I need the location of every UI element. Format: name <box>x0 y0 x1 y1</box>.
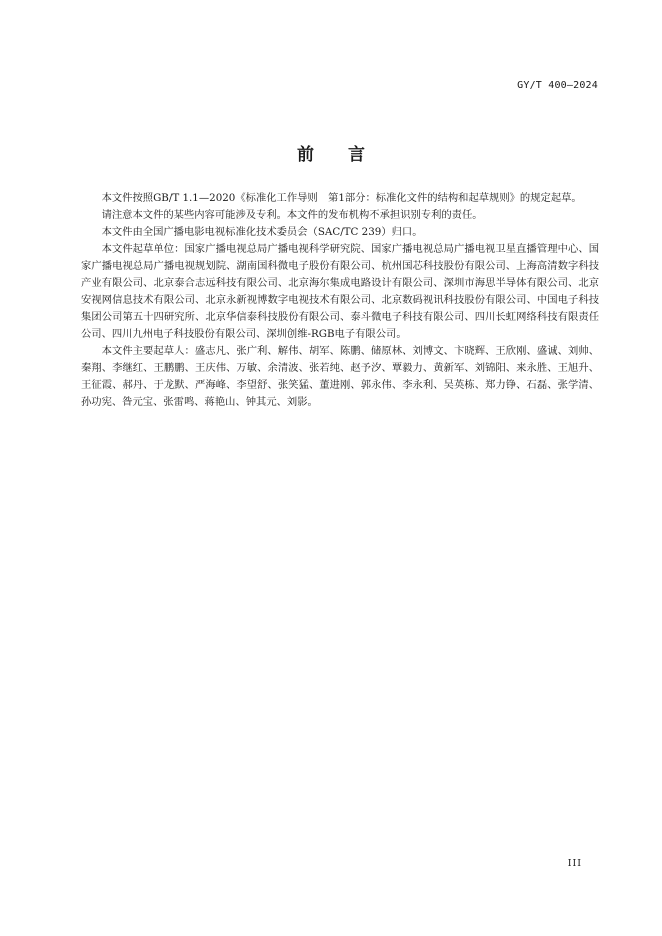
standard-code: GY/T 400—2024 <box>517 80 598 91</box>
page-number: III <box>567 858 582 869</box>
foreword-body <box>81 190 599 411</box>
paragraph-patent-notice: 请注意本文件的某些内容可能涉及专利。本文件的发布机构不承担识别专利的责任。 <box>101 209 483 221</box>
paragraph-drafting-units: 本文件起草单位：国家广播电视总局广播电视科学研究院、国家广播电视总局广播电视卫星直播管理中心、国家广播电视总局广播电视规划院、湖南国科微电子股份有限公司、杭州国芯科技股份有限公司、上海高清数字科技产业有限公司、北京泰合志远科技有限公司、北京海尔集成电路设计有限公司、深圳市海思半导体有限公司、北京安视网信息技术有限公司、北京永新视博数字电视技术有限公司、北京数码视讯科技股份有限公司、中国电子科技集团公司第五十四研究所、北京华信泰科技股份有限公司、泰斗微电子科技有限公司、四川长虹网络科技有限责任公司、四川九州电子科技股份有限公司、深圳创维-RGB电子有限公司。 <box>81 243 599 340</box>
page-title: 前 言 <box>297 145 365 165</box>
paragraph-drafting-rules: 本文件按照GB/T 1.1—2020《标准化工作导则 第1部分：标准化文件的结构和起草规则》的规定起草。 <box>101 192 582 204</box>
paragraph-drafters: 本文件主要起草人：盛志凡、张广利、解伟、胡军、陈鹏、储原林、刘博文、卞晓辉、王欣刚、盛诚、刘帅、秦翔、李继红、王鹏鹏、王庆伟、万敏、余清波、张若纯、赵予汐、覃毅力、黄新军、刘锦阳、来永胜、王旭升、王征霞、郝丹、于龙默、严海峰、李望舒、张笑猛、董进刚、郭永伟、李永利、吴英栋、郑力铮、石磊、张学清、孙功宪、昝元宝、张雷鸣、蒋艳山、钟其元、刘影。 <box>81 345 599 408</box>
paragraph-committee: 本文件由全国广播电影电视标准化技术委员会（SAC/TC 239）归口。 <box>101 226 423 238</box>
